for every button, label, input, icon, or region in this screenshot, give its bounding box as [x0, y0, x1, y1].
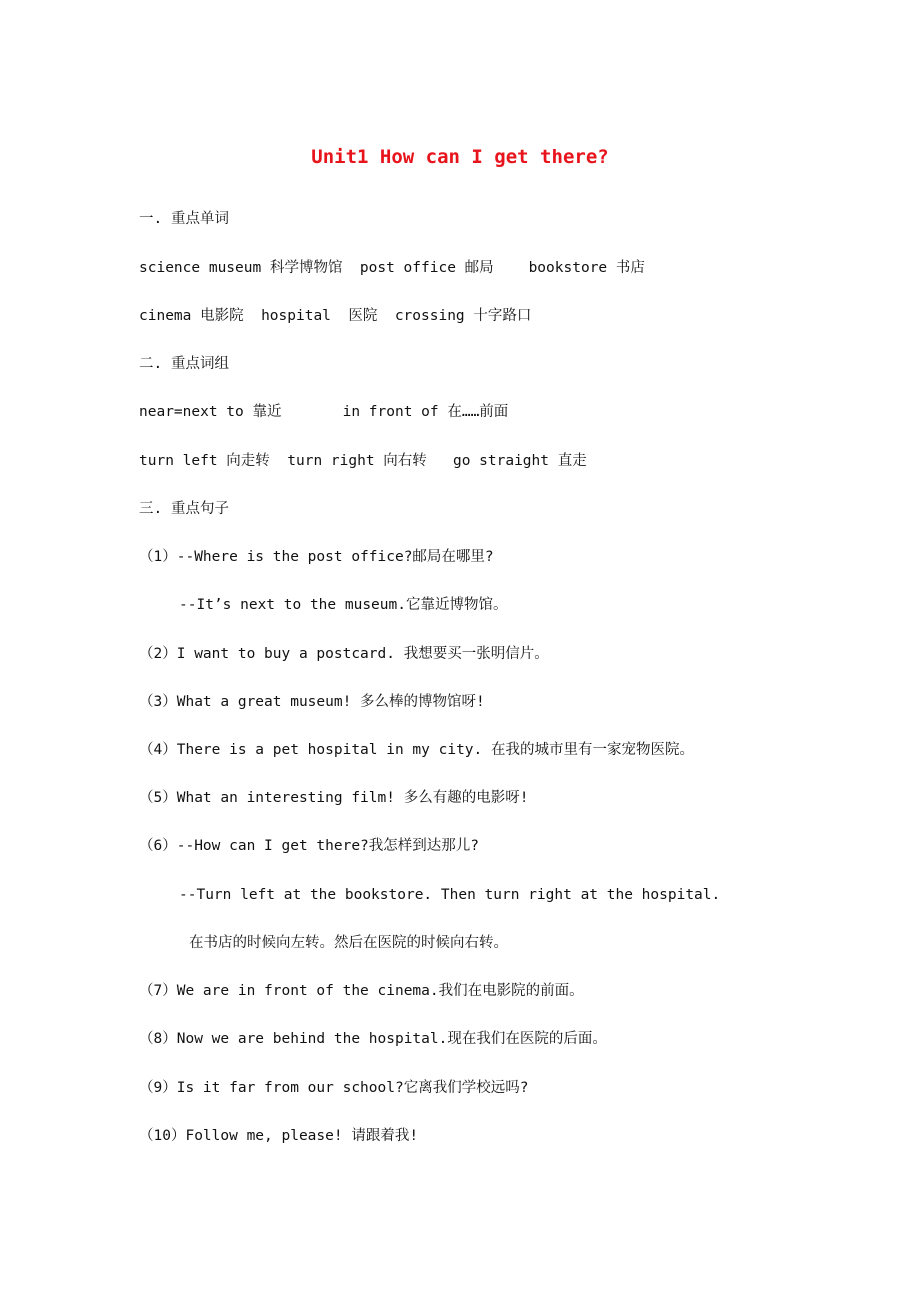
sentence-1-answer: --It’s next to the museum.它靠近博物馆。 — [179, 597, 508, 613]
phrases-heading: 二. 重点词组 — [139, 356, 229, 372]
sentence-6-question: （6）--How can I get there?我怎样到达那儿? — [139, 838, 480, 854]
sentence-10: （10）Follow me, please! 请跟着我! — [139, 1128, 419, 1144]
sentence-2: （2）I want to buy a postcard. 我想要买一张明信片。 — [139, 646, 549, 662]
sentence-6-answer: --Turn left at the bookstore. Then turn right at the hospital. — [179, 887, 721, 903]
phrases-line-1: near=next to 靠近 in front of 在……前面 — [139, 404, 509, 420]
sentence-3: （3）What a great museum! 多么棒的博物馆呀! — [139, 694, 485, 710]
sentence-4: （4）There is a pet hospital in my city. 在我的城市里有一家宠物医院。 — [139, 742, 694, 758]
sentence-1-question: （1）--Where is the post office?邮局在哪里? — [139, 549, 494, 565]
sentence-7: （7）We are in front of the cinema.我们在电影院的前面。 — [139, 983, 584, 999]
words-line-1: science museum 科学博物馆 post office 邮局 bookstore 书店 — [139, 260, 645, 276]
sentence-6-translation: 在书店的时候向左转。然后在医院的时候向右转。 — [189, 935, 508, 951]
sentence-8: （8）Now we are behind the hospital.现在我们在医院的后面。 — [139, 1031, 607, 1047]
words-line-2: cinema 电影院 hospital 医院 crossing 十字路口 — [139, 308, 532, 324]
sentence-9: （9）Is it far from our school?它离我们学校远吗? — [139, 1080, 529, 1096]
sentence-5: （5）What an interesting film! 多么有趣的电影呀! — [139, 790, 529, 806]
sentences-heading: 三. 重点句子 — [139, 501, 229, 517]
words-heading: 一. 重点单词 — [139, 211, 229, 227]
document-title: Unit1 How can I get there? — [311, 146, 609, 168]
phrases-line-2: turn left 向走转 turn right 向右转 go straight 直走 — [139, 453, 587, 469]
